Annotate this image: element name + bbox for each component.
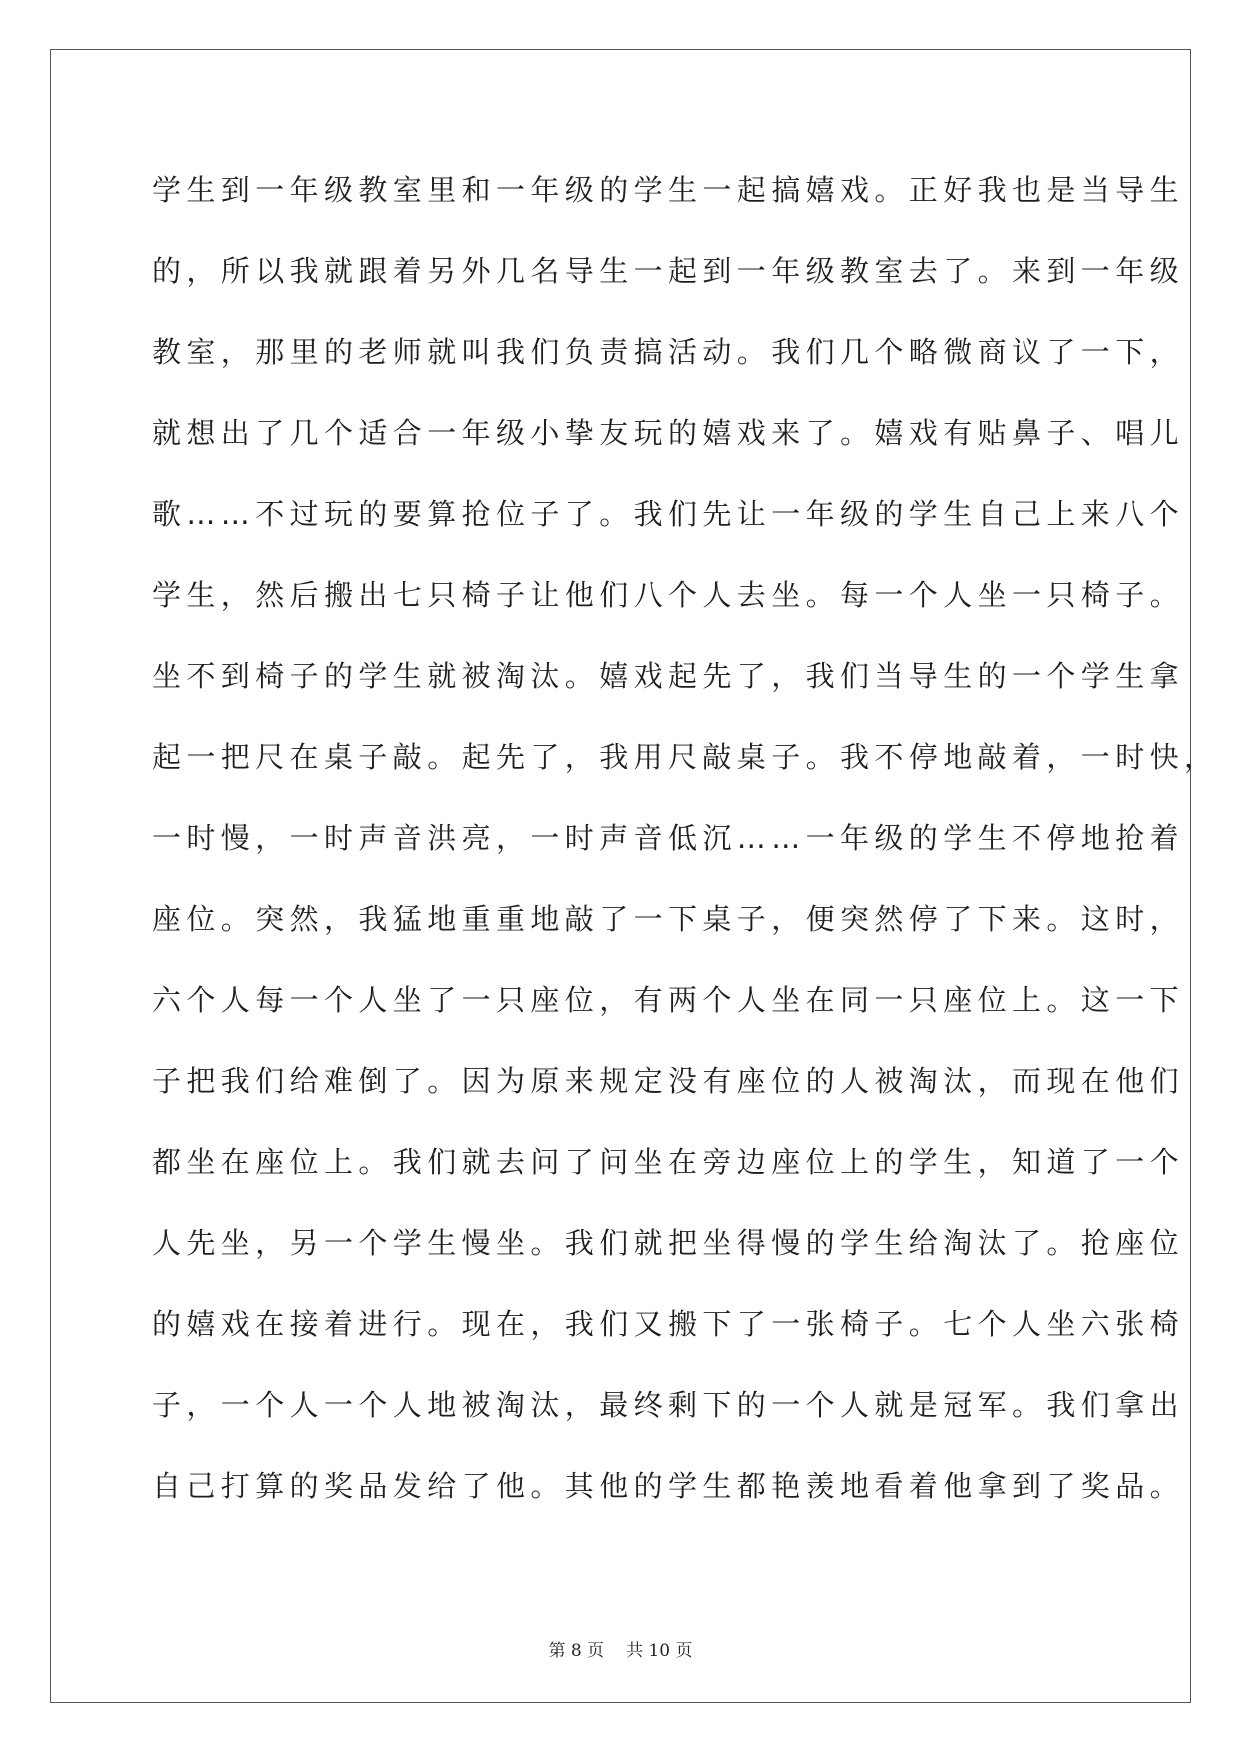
text-line: 自己打算的奖品发给了他。其他的学生都艳羡地看着他拿到了奖品。	[152, 1469, 1185, 1503]
page-footer	[0, 1636, 1241, 1661]
text-line: 子，一个人一个人地被淘汰，最终剩下的一个人就是冠军。我们拿出	[152, 1388, 1185, 1422]
text-line: 的，所以我就跟着另外几名导生一起到一年级教室去了。来到一年级	[152, 254, 1185, 288]
text-line: 就想出了几个适合一年级小挚友玩的嬉戏来了。嬉戏有贴鼻子、唱儿	[152, 416, 1185, 450]
text-line: 都坐在座位上。我们就去问了问坐在旁边座位上的学生，知道了一个	[152, 1145, 1185, 1179]
text-line: 教室，那里的老师就叫我们负责搞活动。我们几个略微商议了一下，	[152, 335, 1185, 369]
document-body	[152, 150, 1219, 1527]
text-line: 歌……不过玩的要算抢位子了。我们先让一年级的学生自己上来八个	[152, 497, 1185, 531]
text-line: 座位。突然，我猛地重重地敲了一下桌子，便突然停了下来。这时，	[152, 902, 1185, 936]
text-line: 学生，然后搬出七只椅子让他们八个人去坐。每一个人坐一只椅子。	[152, 578, 1185, 612]
text-line: 坐不到椅子的学生就被淘汰。嬉戏起先了，我们当导生的一个学生拿	[152, 659, 1185, 693]
page-number: 第 8 页	[548, 1641, 605, 1661]
text-line: 子把我们给难倒了。因为原来规定没有座位的人被淘汰，而现在他们	[152, 1064, 1185, 1098]
text-line: 起一把尺在桌子敲。起先了，我用尺敲桌子。我不停地敲着，一时快，	[152, 740, 1219, 774]
text-line: 一时慢，一时声音洪亮，一时声音低沉……一年级的学生不停地抢着	[152, 821, 1185, 855]
page-total: 共 10 页	[626, 1641, 693, 1661]
text-line: 六个人每一个人坐了一只座位，有两个人坐在同一只座位上。这一下	[152, 983, 1185, 1017]
text-line: 学生到一年级教室里和一年级的学生一起搞嬉戏。正好我也是当导生	[152, 173, 1185, 207]
text-line: 人先坐，另一个学生慢坐。我们就把坐得慢的学生给淘汰了。抢座位	[152, 1226, 1185, 1260]
text-line: 的嬉戏在接着进行。现在，我们又搬下了一张椅子。七个人坐六张椅	[152, 1307, 1185, 1341]
